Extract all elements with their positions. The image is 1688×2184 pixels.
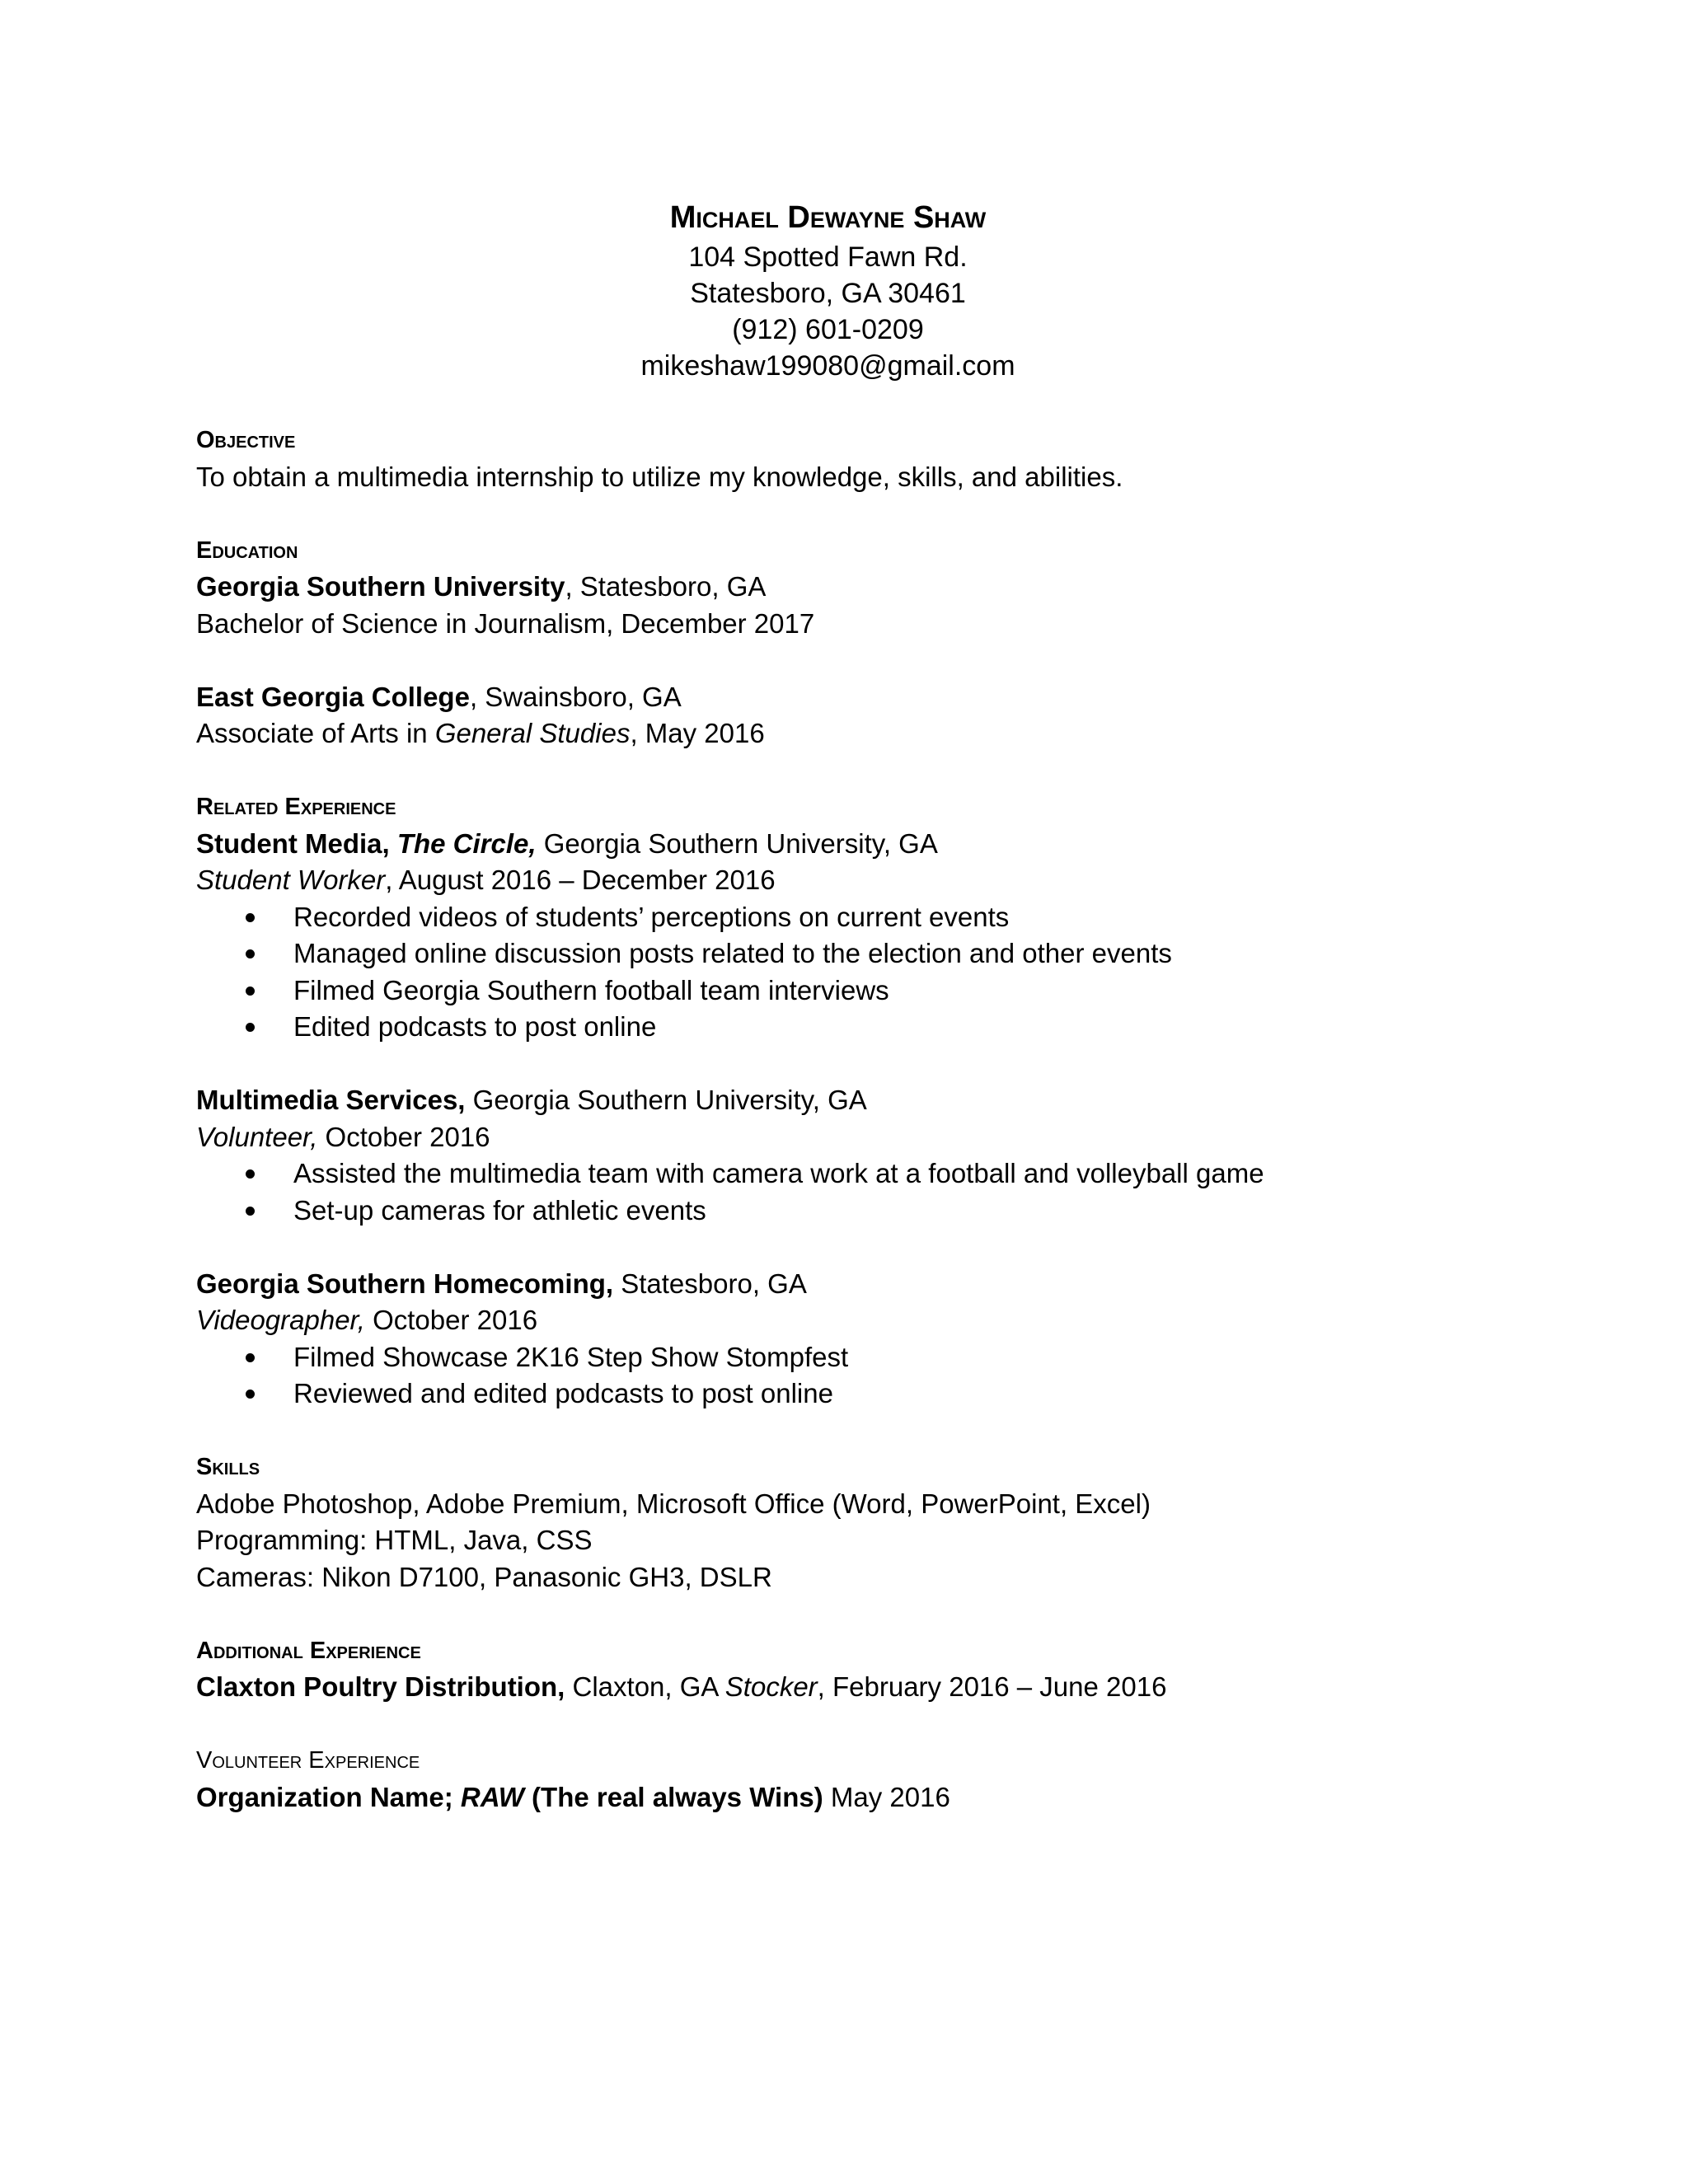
job-location: Georgia Southern University, GA — [465, 1085, 867, 1115]
job-dates: October 2016 — [364, 1305, 538, 1335]
bullet-icon — [246, 1023, 255, 1032]
bullet-icon — [246, 1169, 255, 1179]
phone-number: (912) 601-0209 — [732, 314, 924, 345]
related-experience-heading: Related Experience — [196, 794, 396, 820]
bullet-text: Filmed Georgia Southern football team interviews — [293, 974, 889, 1005]
job-org: Student Media, — [196, 827, 397, 859]
bullet-icon — [246, 1390, 255, 1399]
bullet-text: Managed online discussion posts related to the election and other events — [293, 938, 1172, 968]
bullet-icon — [246, 1207, 255, 1216]
job-dates: October 2016 — [317, 1121, 490, 1152]
job-1-bullets — [196, 899, 1482, 1046]
list-item — [196, 935, 1482, 972]
job-3-org-line — [196, 1266, 1482, 1303]
job-org: Claxton Poultry Distribution, — [196, 1671, 565, 1702]
bullet-icon — [246, 949, 255, 958]
job-2-org-line — [196, 1082, 1482, 1119]
degree-suffix: , May 2016 — [630, 718, 765, 748]
bullet-text: Set-up cameras for athletic events — [293, 1194, 706, 1226]
job-3-bullets — [196, 1339, 1482, 1413]
job-org: Multimedia Services, — [196, 1085, 466, 1115]
job-role: Student Worker — [196, 865, 386, 895]
school-name: East Georgia College — [196, 681, 470, 712]
education-heading: Education — [196, 537, 298, 564]
job-3-role-line — [196, 1302, 1482, 1339]
volunteer-org-italic: RAW — [460, 1781, 524, 1812]
resume-body — [196, 422, 1482, 1816]
bullet-icon — [246, 987, 255, 996]
job-role: Volunteer, — [196, 1121, 318, 1152]
address-line-1: 104 Spotted Fawn Rd. — [688, 241, 968, 273]
school-location: , Swainsboro, GA — [469, 681, 682, 712]
email-address: mikeshaw199080@gmail.com — [640, 350, 1015, 382]
job-2-role-line — [196, 1119, 1482, 1156]
volunteer-experience-line — [196, 1779, 1482, 1816]
education-item-2-degree — [196, 715, 1482, 752]
additional-experience-heading: Additional Experience — [196, 1637, 421, 1664]
degree-prefix: Associate of Arts in — [196, 718, 435, 748]
list-item — [196, 972, 1482, 1010]
bullet-text: Recorded videos of students’ perceptions on current events — [293, 901, 1010, 932]
bullet-text: Filmed Showcase 2K16 Step Show Stompfest — [293, 1341, 849, 1372]
education-item-1-school-line — [196, 569, 1482, 606]
school-name: Georgia Southern University — [196, 571, 565, 602]
volunteer-org-rest: (The real always Wins) — [523, 1781, 823, 1812]
job-location: Statesboro, GA — [613, 1268, 807, 1299]
list-item — [196, 1339, 1482, 1376]
bullet-text: Assisted the multimedia team with camera work at a football and volleyball game — [293, 1158, 1264, 1188]
job-2-bullets — [196, 1155, 1482, 1229]
bullet-icon — [246, 913, 255, 922]
degree-major: General Studies — [434, 718, 631, 748]
list-item — [196, 1193, 1482, 1230]
list-item — [196, 1009, 1482, 1046]
list-item — [196, 1376, 1482, 1413]
resume-page — [196, 0, 1515, 2184]
skills-line-3: Cameras: Nikon D7100, Panasonic GH3, DSLR — [196, 1561, 772, 1592]
volunteer-experience-heading: Volunteer Experience — [196, 1747, 420, 1774]
address-line-2: Statesboro, GA 30461 — [690, 278, 966, 309]
job-location: Claxton, GA — [565, 1671, 725, 1702]
volunteer-date: May 2016 — [823, 1781, 950, 1812]
candidate-name: Michael Dewayne Shaw — [669, 200, 987, 235]
education-item-2-school-line — [196, 679, 1482, 716]
job-location: Georgia Southern University, GA — [536, 827, 938, 859]
job-org-italic: The Circle, — [396, 827, 537, 859]
job-org: Georgia Southern Homecoming, — [196, 1268, 614, 1299]
skills-line-2: Programming: HTML, Java, CSS — [196, 1525, 593, 1555]
bullet-text: Edited podcasts to post online — [293, 1011, 657, 1042]
objective-heading: Objective — [196, 427, 296, 453]
job-dates: , August 2016 – December 2016 — [385, 865, 776, 895]
objective-text: To obtain a multimedia internship to utilize my knowledge, skills, and abilities. — [196, 461, 1123, 492]
job-role: Stocker — [724, 1671, 818, 1702]
job-1-org-line — [196, 826, 1482, 863]
volunteer-label: Organization Name; — [196, 1781, 461, 1812]
school-location: , Statesboro, GA — [565, 571, 767, 602]
education-item-1-degree: Bachelor of Science in Journalism, December 2017 — [196, 607, 815, 639]
job-role: Videographer, — [196, 1305, 365, 1335]
resume-header — [196, 196, 1460, 384]
job-dates: , February 2016 – June 2016 — [817, 1671, 1167, 1702]
bullet-text: Reviewed and edited podcasts to post online — [293, 1378, 833, 1408]
additional-experience-line — [196, 1669, 1482, 1706]
skills-heading: Skills — [196, 1454, 260, 1480]
list-item — [196, 899, 1482, 936]
list-item — [196, 1155, 1482, 1193]
skills-line-1: Adobe Photoshop, Adobe Premium, Microsoft Office (Word, PowerPoint, Excel) — [196, 1488, 1151, 1519]
job-1-role-line — [196, 862, 1482, 899]
bullet-icon — [246, 1353, 255, 1362]
